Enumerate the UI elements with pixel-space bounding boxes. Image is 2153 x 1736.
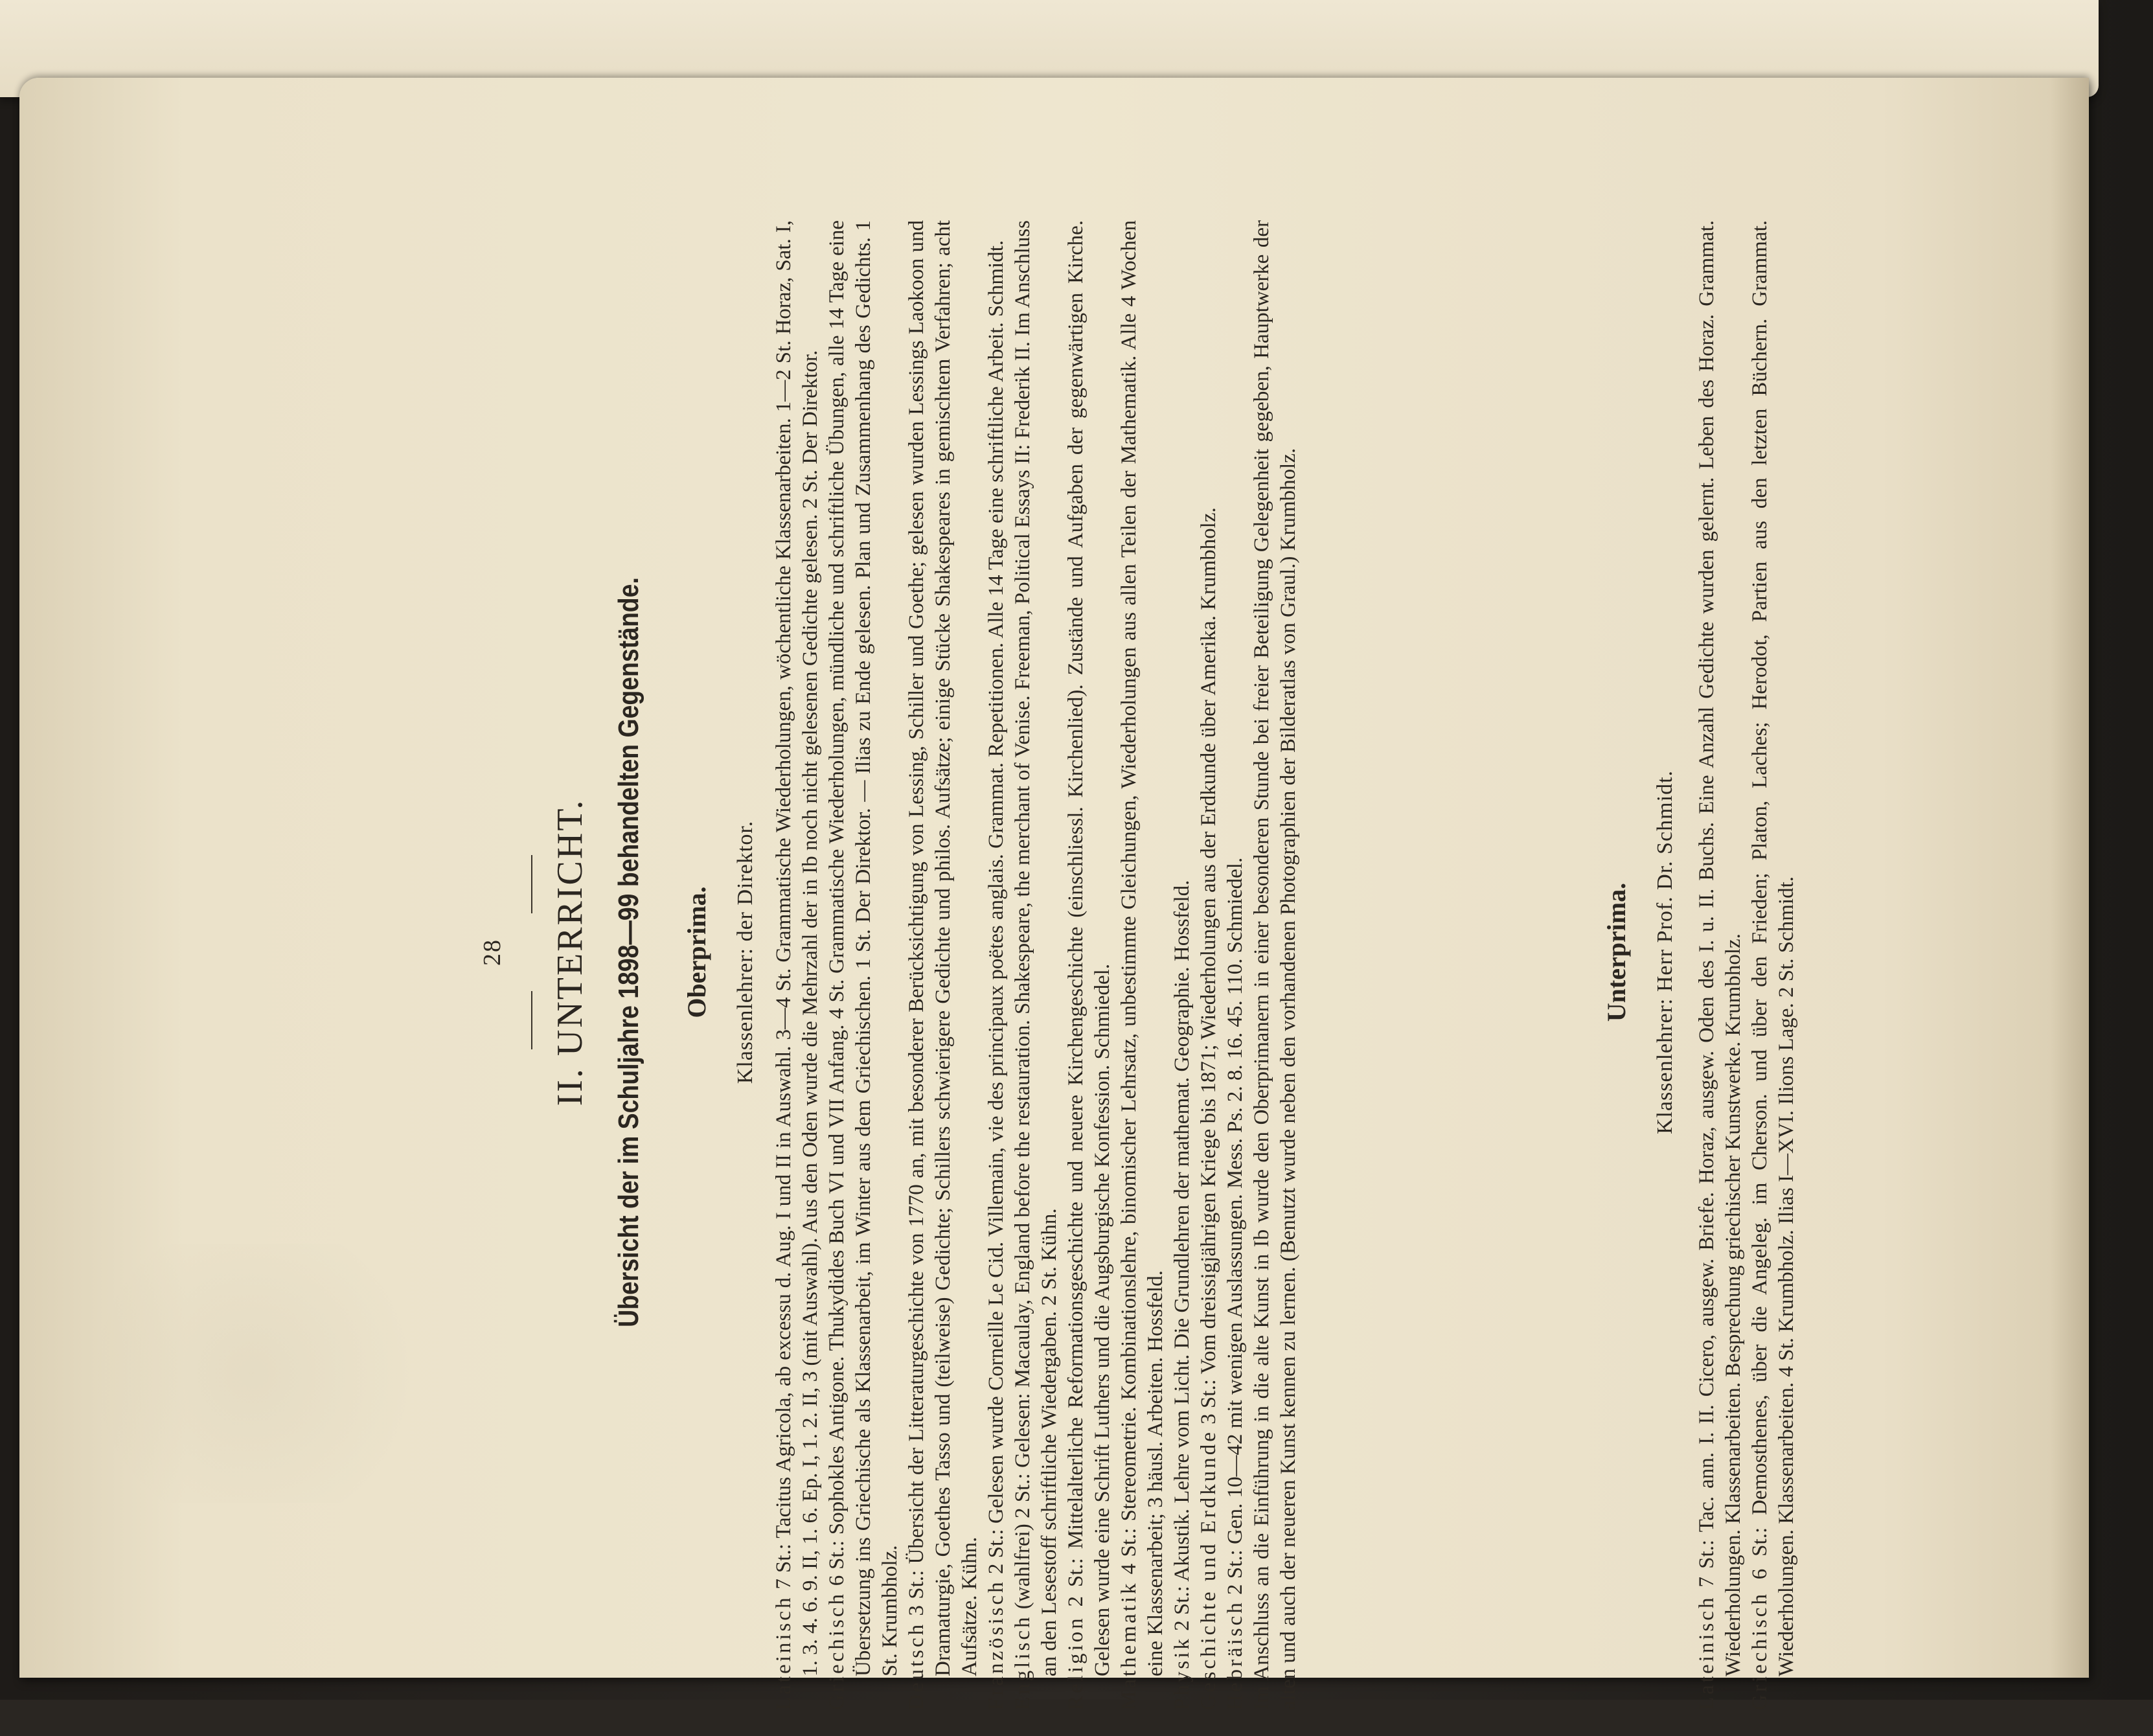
folio-rule-right	[531, 855, 532, 913]
subject-text: 3 St.: Übersicht der Litteraturgeschichte von 1770 an, mit besonderer Berücksichtigung von Lessing, Schiller und Goethe; gelesen wurden Lessings Laokoon und Dramaturgie, Goethes Tasso und (teilweise) Gedichte; Schillers schwierigere Gedichte und philos. Aufsätze; einige Stücke Shakespeares in gemischtem Verfahren; acht Aufsätze. Kühn.	[905, 220, 981, 1676]
entry-geschichte-erdkunde	[1196, 220, 1222, 1710]
entry-lateinisch	[1694, 220, 1747, 1710]
subject-name: Geschichte und Erdkunde	[1197, 1430, 1220, 1710]
entry-deutsch	[904, 220, 983, 1710]
subject-text: 2 St.: Gelesen wurde Corneille Le Cid. Villemain, vie des principaux poëtes anglais. Grammat. Repetitionen. Alle 14 Tage eine schriftliche Arbeit. Schmidt.	[985, 240, 1008, 1580]
entry-religion	[1063, 220, 1116, 1710]
subject-text: (wahlfrei) 2 St.: Gelesen: Macaulay, England before the restauration. Shakespeare, the merchant of Venise. Freeman, Political Essays II: Frederik II. Im Anschluss an den Lesestoff schriftliche Wiedergaben. 2 St. Kühn.	[1011, 220, 1061, 1676]
oberprima-teacher: Klassenlehrer: der Direktor.	[733, 820, 757, 1084]
entry-mathematik	[1116, 220, 1169, 1710]
book-page	[19, 78, 2089, 1710]
subject-text: 7 St.: Tacitus Agricola, ab excessu d. Aug. I und II in Auswahl. 3—4 St. Grammatische Wiederholungen, wöchentliche Klassenarbeiten. 1—2 St. Horaz, Sat. I, 1. 3. 4. 6. 9. II, 1. 6. Ep. I, 1. 2. II, 3 (mit Auswahl). Aus den Oden wurde die Mehrzahl der in Ib noch nicht gelesenen Gedichte gelesen. 2 St. Der Direktor.	[772, 220, 822, 1676]
subject-name: Deutsch	[905, 1621, 928, 1710]
entry-griechisch	[824, 220, 904, 1710]
subject-name: Griechisch	[1748, 1592, 1771, 1710]
rotated-text-block	[453, 168, 2153, 1736]
subject-name: Mathematik	[1117, 1581, 1141, 1710]
page-stain	[58, 1244, 447, 1503]
art-history-note: Im Anschluss an die Einführung in die alte Kunst in Ib wurde den Oberprimanern in einer besonderen Stunde bei freier Beteiligung Gelegenheit gegeben, Hauptwerke der alten und auch der neueren Kunst kennen zu lernen. (Benutzt wurde neben den vorhandenen Photographien der Bilderatlas von Graul.) Krumbholz.	[1250, 220, 1300, 1710]
subject-text: 3 St.: Vom dreissigjährigen Kriege bis 1871; Wiederholungen aus der Erdkunde über Amerika. Krumbholz.	[1197, 507, 1220, 1430]
subject-name: Lateinisch	[772, 1595, 795, 1710]
subject-text: 2 St.: Mittelalterliche Reformationsgeschichte und neuere Kirchengeschichte (einschliessl. Kirchenlied). Zustände und Aufgaben der gegenwärtigen Kirche. Gelesen wurde eine Schrift Luthers und die Augsburgische Konfession. Schmiedel.	[1064, 220, 1114, 1676]
subject-text: 4 St.: Stereometrie. Kombinationslehre, binomischer Lehrsatz, unbestimmte Gleichungen, Wiederholungen aus allen Teilen der Mathematik. Alle 4 Wochen eine Klassenarbeit; 3 häusl. Arbeiten. Hossfeld.	[1117, 220, 1167, 1676]
entry-griechisch	[1747, 220, 1800, 1710]
subject-name: Religion	[1064, 1616, 1088, 1710]
subject-name: Englisch	[1011, 1614, 1034, 1710]
subject-name: Physik	[1170, 1636, 1194, 1710]
section-title: II. UNTERRICHT.	[550, 798, 590, 1106]
subject-text: 6 St.: Sophokles Antigone. Thukydides Buch VI und VII Anfang. 4 St. Grammatische Wiederholungen, mündliche und schriftliche Übungen, alle 14 Tage eine Übersetzung ins Griechische als Klassenarbeit, im Winter aus dem Griechischen. 1 St. Der Direktor. — Ilias zu Ende gelesen. Plan und Zusammenhang des Gedichts. 1 St. Krumbholz.	[825, 220, 902, 1676]
entry-franzoesisch	[983, 220, 1010, 1710]
subject-name: Lateinisch	[1695, 1595, 1718, 1710]
subject-text: 2 St.: Akustik. Lehre vom Licht. Die Grundlehren der mathemat. Geographie. Hossfeld.	[1170, 880, 1194, 1637]
subject-text: 7 St.: Tac. ann. I. II. Cicero, ausgew. Briefe. Horaz, ausgew. Oden des I. u. II. Buchs. Eine Anzahl Gedichte wurden gelernt. Leben des Horaz. Grammat. Wiederholungen. Klassenarbeiten. Besprechung griechischer Kunstwerke. Krumbholz.	[1695, 220, 1745, 1676]
unterprima-heading: Unterprima.	[1602, 882, 1631, 1022]
subject-name: Französisch	[985, 1579, 1008, 1710]
subject-name: Hebräisch	[1224, 1600, 1247, 1710]
page-subtitle: Übersicht der im Schuljahre 1898—99 behandelten Gegenstände.	[613, 577, 644, 1327]
page-number: 28	[479, 939, 506, 966]
subject-text: 2 St.: Gen. 10—42 mit wenigen Auslassungen. Mess. Ps. 2. 8. 16. 45. 110. Schmiedel.	[1224, 857, 1247, 1601]
entry-englisch	[1010, 220, 1063, 1710]
unterprima-teacher: Klassenlehrer: Herr Prof. Dr. Schmidt.	[1653, 770, 1677, 1135]
oberprima-heading: Oberprima.	[682, 886, 711, 1018]
folio-rule-left	[531, 991, 532, 1049]
subject-text: 6 St.: Demosthenes, über die Angeleg. im Cherson. und über den Frieden; Platon, Laches; Herodot, Partien aus den letzten Büchern. Grammat. Wiederholungen. Klassenarbeiten. 4 St. Krumbholz. Ilias I—XVI. Ilions Lage. 2 St. Schmidt.	[1748, 220, 1798, 1676]
subject-name: Griechisch	[825, 1592, 849, 1710]
entry-physik	[1169, 220, 1196, 1710]
oberprima-entries	[771, 220, 1302, 1710]
entry-lateinisch	[771, 220, 824, 1710]
entry-hebraeisch	[1222, 220, 1249, 1710]
unterprima-entries	[1694, 220, 1800, 1710]
